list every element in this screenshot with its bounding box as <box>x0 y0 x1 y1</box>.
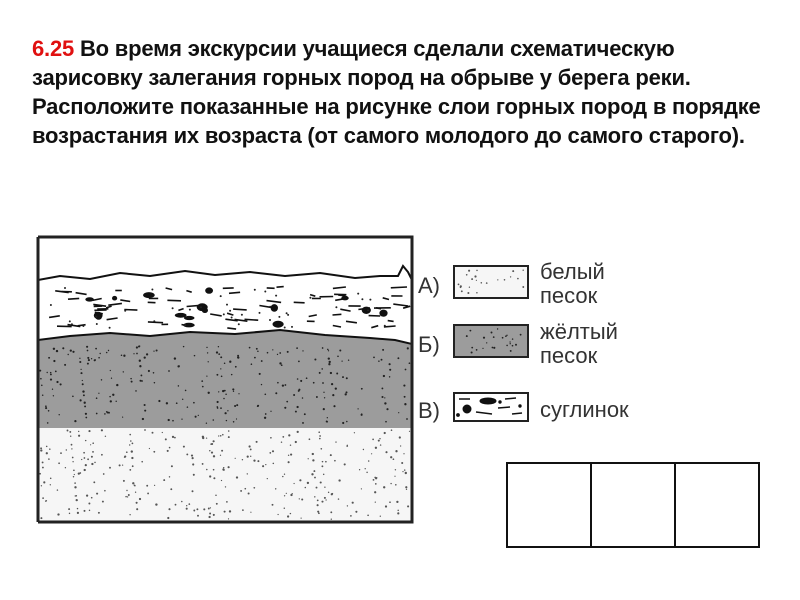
legend <box>418 259 629 423</box>
answer-cell-3[interactable] <box>675 463 759 547</box>
answer-cell-1[interactable] <box>507 463 591 547</box>
answer-table <box>506 462 760 548</box>
task-number: 6.25 <box>32 36 75 61</box>
legend-label-yellow-sand-2: песок <box>540 343 598 368</box>
legend-label-white-sand-1: белый <box>540 259 605 284</box>
answer-cell-2[interactable] <box>591 463 675 547</box>
cross-section <box>38 266 412 522</box>
white-sand-layer <box>38 425 412 522</box>
legend-label-white-sand-2: песок <box>540 283 598 308</box>
legend-label-loam: суглинок <box>540 397 629 422</box>
legend-swatch-yellow-sand <box>454 325 528 357</box>
task-statement: Во время экскурсии учащиеся сделали схематическую зарисовку залегания горных пород на обрыве у берега реки. <box>32 36 691 90</box>
legend-marker-c: В) <box>418 398 440 423</box>
legend-marker-b: Б) <box>418 332 440 357</box>
legend-label-yellow-sand-1: жёлтый <box>540 319 618 344</box>
task-instruction: Расположите показанные на рисунке слои горных пород в порядке возрастания их возраста (от самого молодого до самого старого). <box>32 94 761 148</box>
legend-swatch-white-sand <box>454 266 528 298</box>
legend-marker-a: А) <box>418 273 440 298</box>
